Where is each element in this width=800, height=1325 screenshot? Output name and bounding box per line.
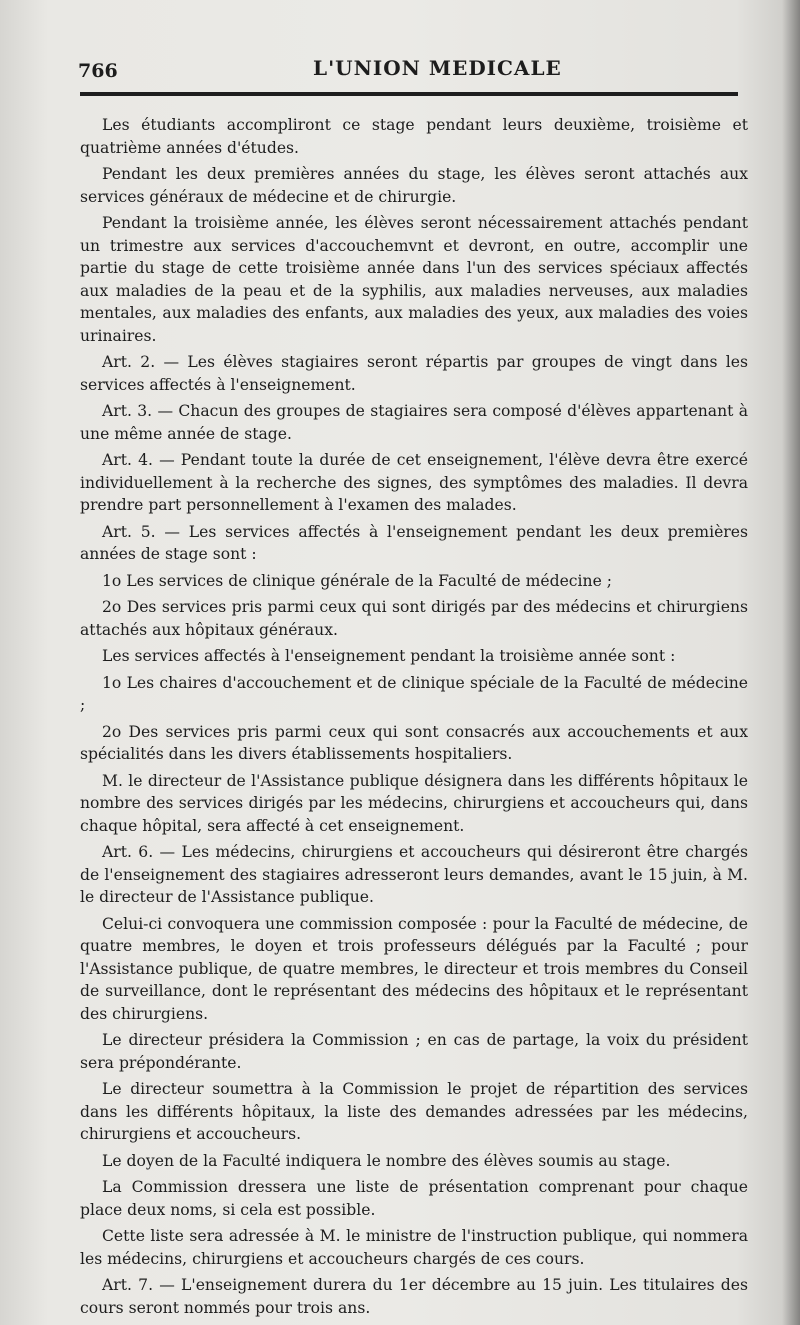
paragraph-commission-president: Le directeur présidera la Commission ; en cas de partage, la voix du président sera prépondérante. — [80, 1031, 748, 1072]
paragraph-art-5-item-2: 2o Des services pris parmi ceux qui sont dirigés par des médecins et chirurgiens attachés aux hôpitaux généraux. — [80, 598, 748, 639]
paragraph-ministre: Cette liste sera adressée à M. le ministre de l'instruction publique, qui nommera les médecins, chirurgiens et accoucheurs chargés de ces cours. — [80, 1227, 748, 1268]
paragraph-art-7: Art. 7. — L'enseignement durera du 1er décembre au 15 juin. Les titulaires des cours seront nommés pour trois ans. — [80, 1276, 748, 1317]
paragraph-presentation-list: La Commission dressera une liste de présentation comprenant pour chaque place deux noms, si cela est possible. — [80, 1178, 748, 1219]
paragraph-third-year: Pendant la troisième année, les élèves seront nécessairement attachés pendant un trimestre aux services d'accouchemvnt et devront, en outre, accomplir une partie du stage de cette troisième année dans l'un des services spéciaux affectés aux maladies de la peau et de la syphilis, aux maladies nerveuses, aux maladies mentales, aux maladies des enfants, aux maladies des yeux, aux maladies des voies urinaires. — [80, 214, 748, 345]
header-rule — [80, 92, 738, 96]
paragraph-commission-composition: Celui-ci convoquera une commission composée : pour la Faculté de médecine, de quatre membres, le doyen et trois professeurs délégués par la Faculté ; pour l'Assistance publique, de quatre membres, le directeur et trois membres du Conseil de surveillance, dont le représentant des médecins des hôpitaux et le représentant des chirurgiens. — [80, 914, 748, 1023]
paragraph-art-2: Art. 2. — Les élèves stagiaires seront répartis par groupes de vingt dans les services affectés à l'enseignement. — [80, 353, 748, 394]
running-title: L'UNION MEDICALE — [313, 56, 562, 80]
paragraph-third-year-item-1: 1o Les chaires d'accouchement et de clinique spéciale de la Faculté de médecine ; — [80, 673, 748, 714]
article-body — [80, 114, 748, 1323]
paragraph-first-years: Pendant les deux premières années du stage, les élèves seront attachés aux services généraux de médecine et de chirurgie. — [80, 165, 748, 206]
paragraph-art-4: Art. 4. — Pendant toute la durée de cet enseignement, l'élève devra être exercé individuellement à la recherche des signes, des symptômes des maladies. Il devra prendre part personnellement à l'examen des malades. — [80, 451, 748, 514]
page-number: 766 — [78, 60, 118, 82]
paragraph-doyen: Le doyen de la Faculté indiquera le nombre des élèves soumis au stage. — [102, 1151, 671, 1170]
paragraph-art-3: Art. 3. — Chacun des groupes de stagiaires sera composé d'élèves appartenant à une même année de stage. — [80, 402, 748, 443]
paragraph-director-designation: M. le directeur de l'Assistance publique désignera dans les différents hôpitaux le nombre des services dirigés par les médecins, chirurgiens et accoucheurs qui, dans chaque hôpital, sera affecté à cet enseignement. — [80, 771, 748, 835]
binding-shadow — [782, 0, 800, 1325]
paragraph-art-5: Art. 5. — Les services affectés à l'enseignement pendant les deux premières années de stage sont : — [80, 522, 748, 563]
paragraph-art-5-item-1: 1o Les services de clinique générale de la Faculté de médecine ; — [102, 571, 613, 590]
page-header — [78, 52, 738, 92]
paragraph-third-year-services: Les services affectés à l'enseignement pendant la troisième année sont : — [102, 647, 676, 665]
paragraph-art-6: Art. 6. — Les médecins, chirurgiens et accoucheurs qui désireront être chargés de l'enseignement des stagiaires adresseront leurs demandes, avant le 15 juin, à M. le directeur de l'Assistance publique. — [80, 843, 748, 906]
paragraph-stage-years: Les étudiants accompliront ce stage pendant leurs deuxième, troisième et quatrième années d'études. — [80, 116, 748, 157]
paragraph-repartition: Le directeur soumettra à la Commission le projet de répartition des services dans les différents hôpitaux, la liste des demandes adressées par les médecins, chirurgiens et accoucheurs. — [80, 1080, 748, 1143]
paragraph-third-year-item-2: 2o Des services pris parmi ceux qui sont consacrés aux accouchements et aux spécialités dans les divers établissements hospitaliers. — [80, 722, 748, 763]
